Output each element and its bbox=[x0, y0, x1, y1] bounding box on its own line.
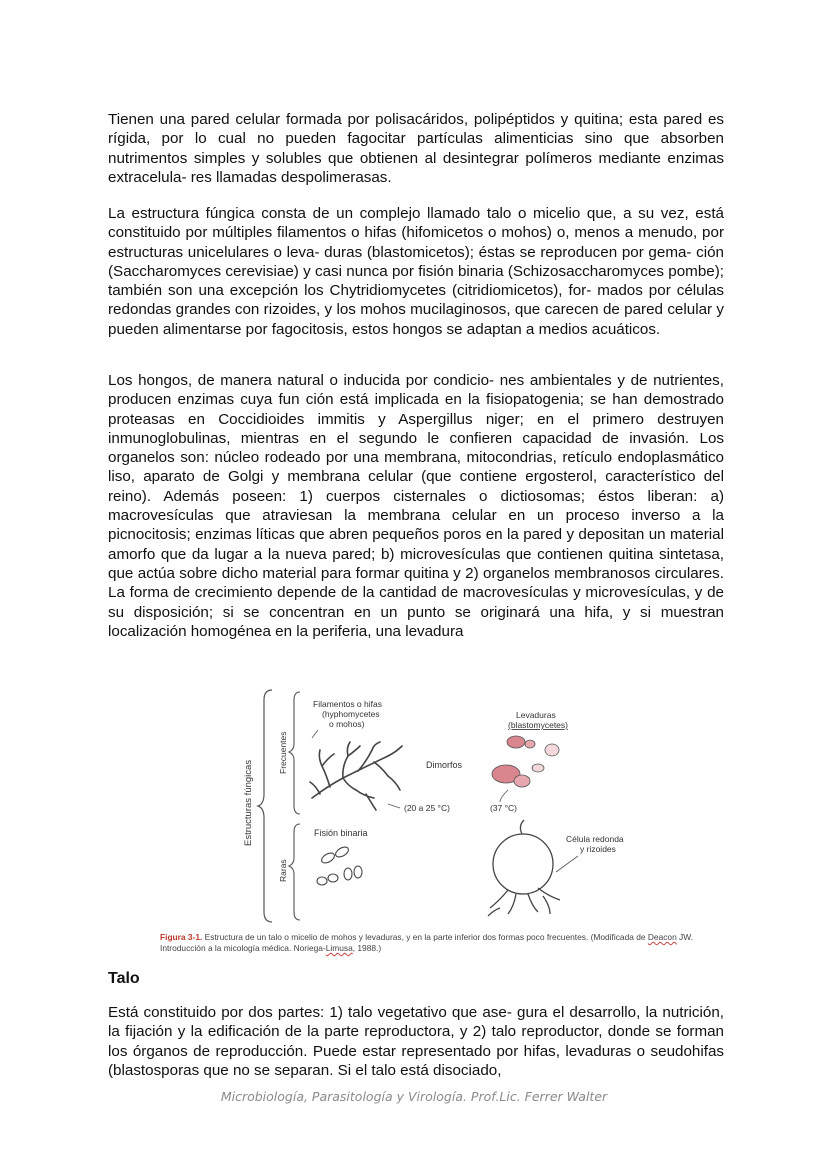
label-rare: Raras bbox=[278, 859, 288, 882]
yeast-line1: Levaduras bbox=[516, 710, 556, 720]
label-structures: Estructuras fúngicas bbox=[243, 759, 254, 846]
round-cell-line2: y rizoides bbox=[580, 844, 616, 854]
caption-deacon: Deacon bbox=[647, 932, 677, 942]
section-heading-talo: Talo bbox=[108, 970, 140, 987]
hyphae-line2: (hyphomycetes bbox=[322, 709, 380, 719]
yeast-line2: (blastomycetes) bbox=[508, 720, 568, 730]
paragraph-cell-wall: Tienen una pared celular formada por polisacáridos, polipéptidos y quitina; esta pared es rígida, por lo cual no pueden fagocitar partículas alimenticias sino que absorben nutrimentos simples y solubles que obtienen al desintegrar polímeros mediante enzimas extracelula- res llamadas despolimerasas. bbox=[108, 111, 724, 186]
binary-fission-label: Fisión binaria bbox=[314, 828, 368, 838]
dimorphs-label: Dimorfos bbox=[426, 760, 463, 770]
hyphae-line1: Filamentos o hifas bbox=[313, 699, 382, 709]
yeast-cells-drawing bbox=[492, 736, 559, 787]
page-footer: Microbiología, Parasitología y Virología. Prof.Lic. Ferrer Walter bbox=[220, 1089, 608, 1104]
figure-fungal-structures bbox=[238, 686, 738, 961]
figure-illustration bbox=[238, 686, 738, 936]
temp-low: (20 a 25 °C) bbox=[404, 803, 450, 813]
binary-fission-drawing bbox=[317, 845, 362, 885]
caption-label: Figura 3-1. bbox=[160, 932, 203, 942]
hyphae-line3: o mohos) bbox=[329, 719, 365, 729]
hyphae-drawing bbox=[310, 742, 402, 810]
frequent-brace bbox=[289, 692, 300, 814]
caption-limusa: Limusa bbox=[325, 943, 353, 953]
caption-text-b: JW. Introducción a la micología médica. Noriega- bbox=[160, 932, 694, 953]
round-cell-line1: Célula redonda bbox=[566, 834, 624, 844]
round-cell-drawing bbox=[488, 820, 560, 916]
figure-caption bbox=[160, 932, 730, 954]
temp-high: (37 °C) bbox=[490, 803, 518, 813]
outer-brace bbox=[258, 690, 272, 922]
caption-text-a: Estructura de un talo o micelio de mohos y levaduras, y en la parte inferior dos formas poco frecuentes. (Modificada de bbox=[202, 932, 648, 942]
rare-brace bbox=[289, 824, 300, 920]
label-frequent: Frecuentes bbox=[278, 731, 288, 774]
paragraph-talo: Está constituido por dos partes: 1) talo vegetativo que ase- gura el desarrollo, la nutrición, la fijación y la edificación de la parte reproductora, y 2) talo reproductor, donde se forman los órganos de reproducción. Puede estar representado por hifas, levaduras o seudohifas (blastosporas que no se separan. Si el talo está disociado, bbox=[108, 1004, 724, 1079]
paragraph-fungal-structure: La estructura fúngica consta de un complejo llamado talo o micelio que, a su vez, está constituido por múltiples filamentos o hifas (hifomicetos o mohos) o, menos a menudo, por estructuras unicelulares o leva- duras (blastomicetos); éstas se reproducen por gema- ción (Saccharomyces cerevisiae) y casi nunca por fisión binaria (Schizosaccharomyces pombe); también son una excepción los Chytridiomycetes (citridiomicetos), for- mados por células redondas grandes con rizoides, y los mohos mucilaginosos, que carecen de pared celular y pueden alimentarse por fagocitosis, estos hongos se adaptan a medios acuáticos. bbox=[108, 205, 724, 338]
paragraph-enzymes-organelles: Los hongos, de manera natural o inducida por condicio- nes ambientales y de nutrientes, producen enzimas cuya fun ción está implicada en la fisiopatogenia; se han demostrado proteasas en Coccidioides immitis y Aspergillus niger; en el primero destruyen inmunoglobulinas, mientras en el segundo le confieren capacidad de invasión. Los organelos son: núcleo rodeado por una membrana, mitocondrias, retículo endoplasmático liso, aparato de Golgi y membrana celular (que contiene ergosterol, característico del reino). Además poseen: 1) cuerpos cisternales o dictiosomas; éstos liberan: a) macrovesículas que atraviesan la membrana celular en un proceso inverso a la picnocitosis; enzimas líticas que abren pequeños poros en la pared y depositan un material amorfo que da lugar a la nueva pared; b) microvesículas que contienen quitina sintetasa, que actúa sobre dicho material para formar quitina y 2) organelos membranosos circulares. La forma de crecimiento depende de la cantidad de macrovesículas y microvesículas, y de su disposición; si se concentran en un punto se originará una hifa, y si muestran localización homogénea en la periferia, una levadura bbox=[108, 372, 724, 640]
caption-text-c: , 1988.) bbox=[352, 943, 382, 953]
